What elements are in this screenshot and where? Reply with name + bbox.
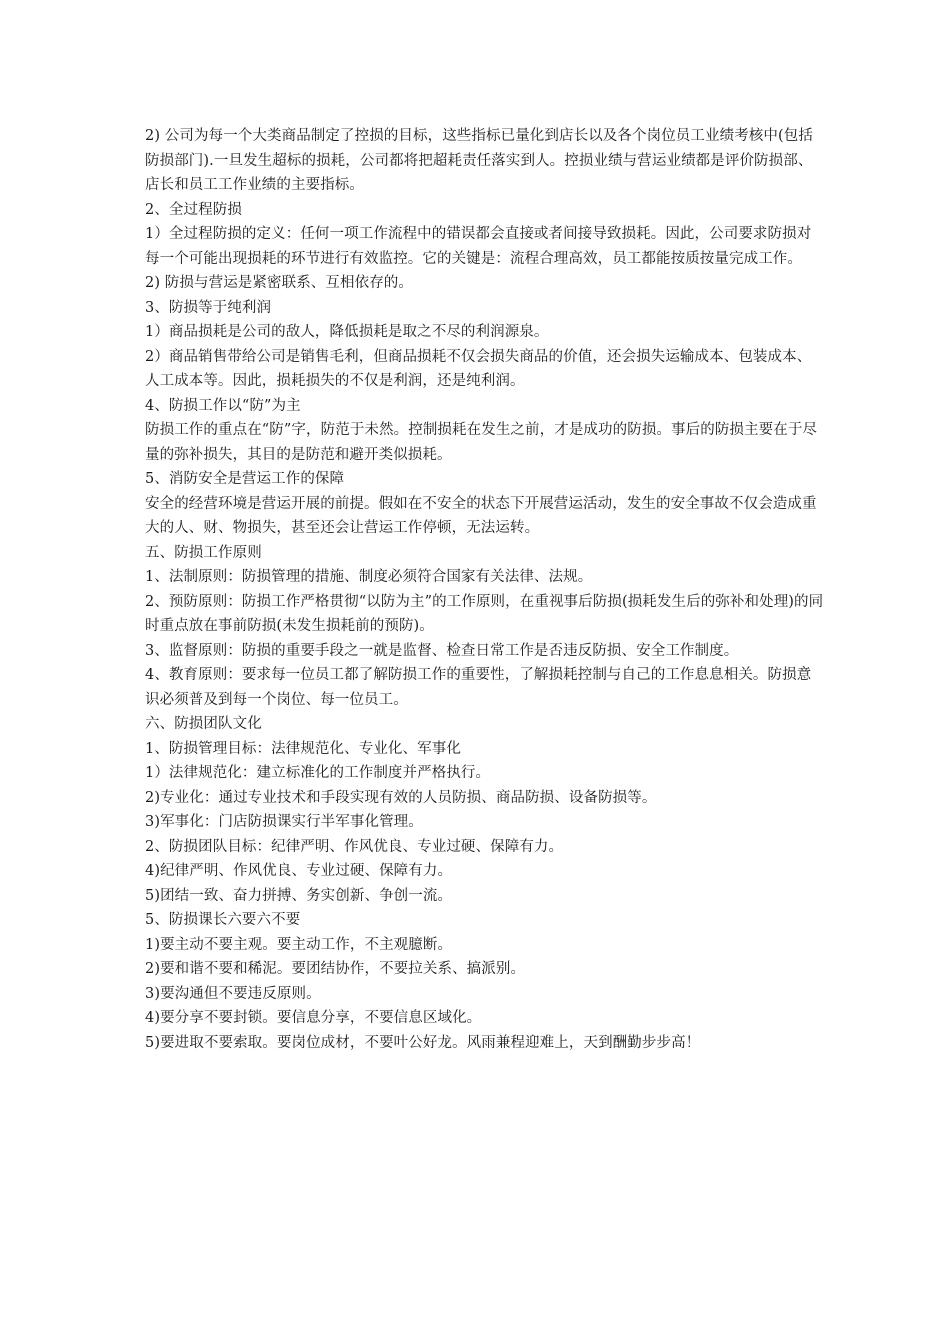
list-item-professionalization: 2)专业化：通过专业技术和手段实现有效的人员防损、商品防损、设备防损等。	[145, 789, 657, 806]
paragraph-safe-environment: 安全的经营环境是营运开展的前提。假如在不安全的状态下开展营运活动，发生的安全事故不仅会造成重大的人、财、物损失，甚至还会让营运工作停顿，无法运转。	[145, 495, 817, 536]
list-item-proactive: 1)要主动不要主观。要主动工作，不主观臆断。	[145, 936, 453, 953]
paragraph-enemy: 1）商品损耗是公司的敌人，降低损耗是取之不尽的利润源泉。	[145, 324, 549, 340]
section-heading-team-culture: 六、防损团队文化	[145, 716, 262, 732]
list-item-discipline: 4)纪律严明、作风优良、专业过硬、保障有力。	[145, 863, 453, 879]
heading-management-goals: 1、防损管理目标：法律规范化、专业化、军事化	[145, 740, 461, 757]
list-item-harmony: 2)要和谐不要和稀泥。要团结协作，不要拉关系、搞派别。	[145, 961, 526, 977]
paragraph-loss-and-operations: 2) 防损与营运是紧密联系、互相依存的。	[145, 275, 413, 291]
list-item-legal-standardization: 1）法律规范化：建立标准化的工作制度并严格执行。	[145, 765, 491, 781]
list-item-unity: 5)团结一致、奋力拼搏、务实创新、争创一流。	[145, 887, 453, 904]
list-item-progress: 5)要进取不要索取。要岗位成材，不要叶公好龙。风雨兼程迎难上，天到酬勤步步高！	[145, 1034, 701, 1051]
paragraph-education-principle: 4、教育原则：要求每一位员工都了解防损工作的重要性，了解损耗控制与自己的工作息息相关。防损意识必须普及到每一个岗位、每一位员工。	[145, 667, 812, 708]
heading-net-profit: 3、防损等于纯利润	[145, 299, 272, 316]
paragraph-full-process-definition: 1）全过程防损的定义：任何一项工作流程中的错误都会直接或者间接导致损耗。因此，公司要求防损对每一个可能出现损耗的环节进行有效监控。它的关键是：流程合理高效，员工都能按质按量完成工作。	[145, 226, 812, 267]
paragraph-supervision-principle: 3、监督原则：防损的重要手段之一就是监督、检查日常工作是否违反防损、安全工作制度。	[145, 642, 739, 659]
document-body	[145, 124, 825, 1055]
paragraph-gross-profit: 2）商品销售带给公司是销售毛利，但商品损耗不仅会损失商品的价值，还会损失运输成本、包装成本、人工成本等。因此，损耗损失的不仅是利润，还是纯利润。	[145, 348, 812, 389]
heading-six-dos-donts: 5、防损课长六要六不要	[145, 912, 301, 928]
list-item-sharing: 4)要分享不要封锁。要信息分享，不要信息区域化。	[145, 1010, 482, 1026]
paragraph-prevention-focus: 防损工作的重点在“防”字，防范于未然。控制损耗在发生之前，才是成功的防损。事后的防损主要在于尽量的弥补损失，其目的是防范和避开类似损耗。	[145, 422, 818, 463]
paragraph-prevention-principle: 2、预防原则：防损工作严格贯彻“以防为主”的工作原则，在重视事后防损(损耗发生后的弥补和处理)的同时重点放在事前防损(未发生损耗前的预防)。	[145, 593, 824, 634]
heading-full-process: 2、全过程防损	[145, 201, 242, 218]
heading-prevention-first: 4、防损工作以“防”为主	[145, 397, 301, 414]
heading-fire-safety: 5、消防安全是营运工作的保障	[145, 471, 345, 487]
heading-team-goals: 2、防损团队目标：纪律严明、作风优良、专业过硬、保障有力。	[145, 838, 564, 855]
paragraph-control-targets: 2) 公司为每一个大类商品制定了控损的目标，这些指标已量化到店长以及各个岗位员工业绩考核中(包括防损部门).一旦发生超标的损耗，公司都将把超耗责任落实到人。控损业绩与营运业绩都是评价防损部、店长和员工工作业绩的主要指标。	[145, 128, 813, 193]
list-item-communication: 3)要沟通但不要违反原则。	[145, 985, 321, 1002]
section-heading-principles: 五、防损工作原则	[145, 544, 262, 561]
list-item-militarization: 3)军事化：门店防损课实行半军事化管理。	[145, 814, 423, 830]
paragraph-legal-principle: 1、法制原则：防损管理的措施、制度必须符合国家有关法律、法规。	[145, 569, 593, 585]
